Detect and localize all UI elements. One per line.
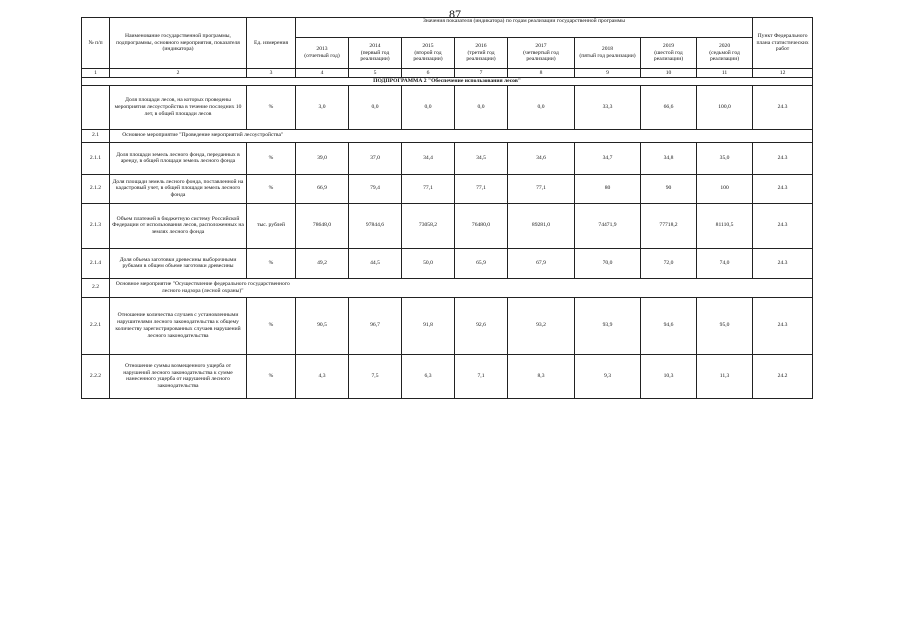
indicator-name: Доля объема заготовки древесины выборочными рубками в общем объеме заготовки древесины	[110, 248, 247, 278]
indicator-value: 34,8	[641, 142, 697, 174]
indicator-value: 0,0	[455, 85, 508, 129]
header-row-1	[82, 18, 813, 38]
row-number: 2.1.4	[82, 248, 110, 278]
indicator-value: 70,0	[575, 248, 641, 278]
row-number: 2.2	[82, 278, 110, 297]
indicator-value: 77,1	[402, 174, 455, 203]
indicator-value: 34,5	[455, 142, 508, 174]
row-number: 2.2.1	[82, 297, 110, 354]
page-number: 87	[449, 7, 461, 21]
indicator-value: 39,0	[296, 142, 349, 174]
year-note: (второй год реализации)	[413, 49, 443, 63]
indicator-value: 10,3	[641, 354, 697, 398]
indicator-value: 66,6	[641, 85, 697, 129]
column-index: 11	[697, 69, 753, 78]
indicator-value: 34,6	[508, 142, 575, 174]
indicator-unit: тыс. рублей	[247, 203, 296, 248]
year-note: (четвертый год реализации)	[523, 49, 559, 63]
indicator-value: 3,0	[296, 85, 349, 129]
indicator-value: 76480,0	[455, 203, 508, 248]
indicator-value: 78648,0	[296, 203, 349, 248]
indicator-value: 77718,2	[641, 203, 697, 248]
indicator-value: 4,3	[296, 354, 349, 398]
indicator-value: 33,3	[575, 85, 641, 129]
year-note: (седьмой год реализации)	[709, 49, 740, 63]
column-index: 8	[508, 69, 575, 78]
column-index: 3	[247, 69, 296, 78]
indicator-value: 65,9	[455, 248, 508, 278]
column-index: 10	[641, 69, 697, 78]
header-year	[697, 38, 753, 69]
header-num: № п/п	[82, 18, 110, 69]
indicator-row	[82, 85, 813, 129]
indicator-name: Отношение количества случаев с установленными нарушителями лесного законодательства к общему количеству зарегистрированных случаев нарушений лесного законодательства	[110, 297, 247, 354]
header-year	[641, 38, 697, 69]
subprogram-title: ПОДПРОГРАММА 2 "Обеспечение использования лесов"	[82, 78, 813, 86]
subprogram-row	[82, 78, 813, 86]
indicator-value: 81110,5	[697, 203, 753, 248]
indicator-value: 72,0	[641, 248, 697, 278]
indicators-table	[81, 17, 813, 399]
year-label: 2018	[601, 46, 614, 53]
indicator-row	[82, 354, 813, 398]
column-index: 6	[402, 69, 455, 78]
header-plan: Пункт Федерального плана статистических работ	[753, 18, 813, 69]
indicator-name: Объем платежей в бюджетную систему Российской Федерации от использования лесов, расположенных на землях лесного фонда	[110, 203, 247, 248]
indicator-value: 94,6	[641, 297, 697, 354]
section-filler	[296, 129, 813, 142]
indicator-unit: %	[247, 85, 296, 129]
indicator-value: 7,5	[349, 354, 402, 398]
section-filler	[296, 278, 813, 297]
section-title: Основное мероприятие "Осуществление федерального государственного лесного надзора (лесной охраны)"	[110, 278, 296, 297]
indicator-value: 66,9	[296, 174, 349, 203]
header-year	[402, 38, 455, 69]
year-note: (шестой год реализации)	[653, 49, 684, 63]
indicator-value: 91,8	[402, 297, 455, 354]
indicator-value: 9,3	[575, 354, 641, 398]
indicator-value: 95,0	[697, 297, 753, 354]
row-number: 2.1.3	[82, 203, 110, 248]
row-number: 2.2.2	[82, 354, 110, 398]
row-number	[82, 85, 110, 129]
section-row	[82, 129, 813, 142]
indicator-row	[82, 174, 813, 203]
indicator-name: Отношение суммы возмещенного ущерба от нарушений лесного законодательства к сумме нанесенного ущерба от нарушений лесного законодательства	[110, 354, 247, 398]
indicator-row	[82, 297, 813, 354]
plan-item: 24.3	[753, 203, 813, 248]
year-label: 2017	[535, 42, 547, 49]
indicator-value: 34,4	[402, 142, 455, 174]
indicator-row	[82, 248, 813, 278]
indicator-row	[82, 142, 813, 174]
indicator-value: 0,0	[508, 85, 575, 129]
indicator-value: 0,0	[349, 85, 402, 129]
indicator-value: 90	[641, 174, 697, 203]
plan-item: 24.2	[753, 354, 813, 398]
row-number: 2.1.1	[82, 142, 110, 174]
column-index: 4	[296, 69, 349, 78]
indicator-value: 34,7	[575, 142, 641, 174]
header-name: Наименование государственной программы, подпрограммы, основного мероприятия, показателя (индикатора)	[110, 18, 247, 69]
indicator-value: 77,1	[508, 174, 575, 203]
column-index: 2	[110, 69, 247, 78]
header-year	[296, 38, 349, 69]
plan-item: 24.3	[753, 174, 813, 203]
year-label: 2014	[369, 42, 381, 49]
row-number: 2.1	[82, 129, 110, 142]
indicator-value: 89281,0	[508, 203, 575, 248]
indicator-row	[82, 203, 813, 248]
indicator-unit: %	[247, 297, 296, 354]
year-note: (пятый год реализации)	[579, 53, 636, 59]
column-index: 7	[455, 69, 508, 78]
indicator-value: 90,5	[296, 297, 349, 354]
year-label: 2016	[475, 42, 487, 49]
year-label: 2020	[718, 42, 731, 49]
indicator-unit: %	[247, 354, 296, 398]
indicator-name: Доля площади земель лесного фонда, поставленной на кадастровый учет, в общей площади земель лесного фонда	[110, 174, 247, 203]
indicator-value: 11,3	[697, 354, 753, 398]
header-year	[455, 38, 508, 69]
indicator-value: 8,3	[508, 354, 575, 398]
indicator-value: 93,2	[508, 297, 575, 354]
year-note: (третий год реализации)	[466, 49, 496, 63]
indicator-name: Доля площади земель лесного фонда, переданных в аренду, в общей площади земель лесного фонда	[110, 142, 247, 174]
year-note: (отчетный год)	[304, 53, 340, 59]
indicator-value: 79,4	[349, 174, 402, 203]
header-unit: Ед. измерения	[247, 18, 296, 69]
indicator-value: 67,9	[508, 248, 575, 278]
indicator-value: 96,7	[349, 297, 402, 354]
header-year	[508, 38, 575, 69]
section-row	[82, 278, 813, 297]
column-index: 1	[82, 69, 110, 78]
section-title: Основное мероприятие "Проведение мероприятий лесоустройства"	[110, 129, 296, 142]
indicator-value: 49,2	[296, 248, 349, 278]
indicator-value: 80	[575, 174, 641, 203]
row-number: 2.1.2	[82, 174, 110, 203]
indicator-value: 35,0	[697, 142, 753, 174]
indicator-value: 100,0	[697, 85, 753, 129]
indicator-value: 37,0	[349, 142, 402, 174]
indicator-value: 93,9	[575, 297, 641, 354]
year-label: 2019	[662, 42, 675, 49]
header-year	[575, 38, 641, 69]
indicator-value: 50,0	[402, 248, 455, 278]
indicator-value: 7,1	[455, 354, 508, 398]
indicator-value: 74471,9	[575, 203, 641, 248]
plan-item: 24.3	[753, 297, 813, 354]
column-index-row	[82, 69, 813, 78]
plan-item: 24.3	[753, 142, 813, 174]
indicator-unit: %	[247, 248, 296, 278]
indicator-value: 73058,2	[402, 203, 455, 248]
column-index: 12	[753, 69, 813, 78]
column-index: 9	[575, 69, 641, 78]
plan-item: 24.3	[753, 85, 813, 129]
column-index: 5	[349, 69, 402, 78]
year-label: 2013	[316, 46, 328, 53]
indicator-value: 6,3	[402, 354, 455, 398]
year-label: 2015	[422, 42, 434, 49]
indicator-unit: %	[247, 174, 296, 203]
indicator-value: 74,0	[697, 248, 753, 278]
indicator-value: 92,6	[455, 297, 508, 354]
indicator-value: 77,1	[455, 174, 508, 203]
year-note: (первый год реализации)	[360, 49, 390, 63]
plan-item: 24.3	[753, 248, 813, 278]
indicator-name: Доля площади лесов, на которых проведены мероприятия лесоустройства в течение последних 10 лет, в общей площади лесов	[110, 85, 247, 129]
header-values-group: Значения показателя (индикатора) по годам реализации государственной программы	[296, 18, 753, 38]
indicator-value: 100	[697, 174, 753, 203]
indicator-value: 97844,6	[349, 203, 402, 248]
header-year	[349, 38, 402, 69]
indicator-value: 44,5	[349, 248, 402, 278]
indicator-value: 0,0	[402, 85, 455, 129]
indicator-unit: %	[247, 142, 296, 174]
